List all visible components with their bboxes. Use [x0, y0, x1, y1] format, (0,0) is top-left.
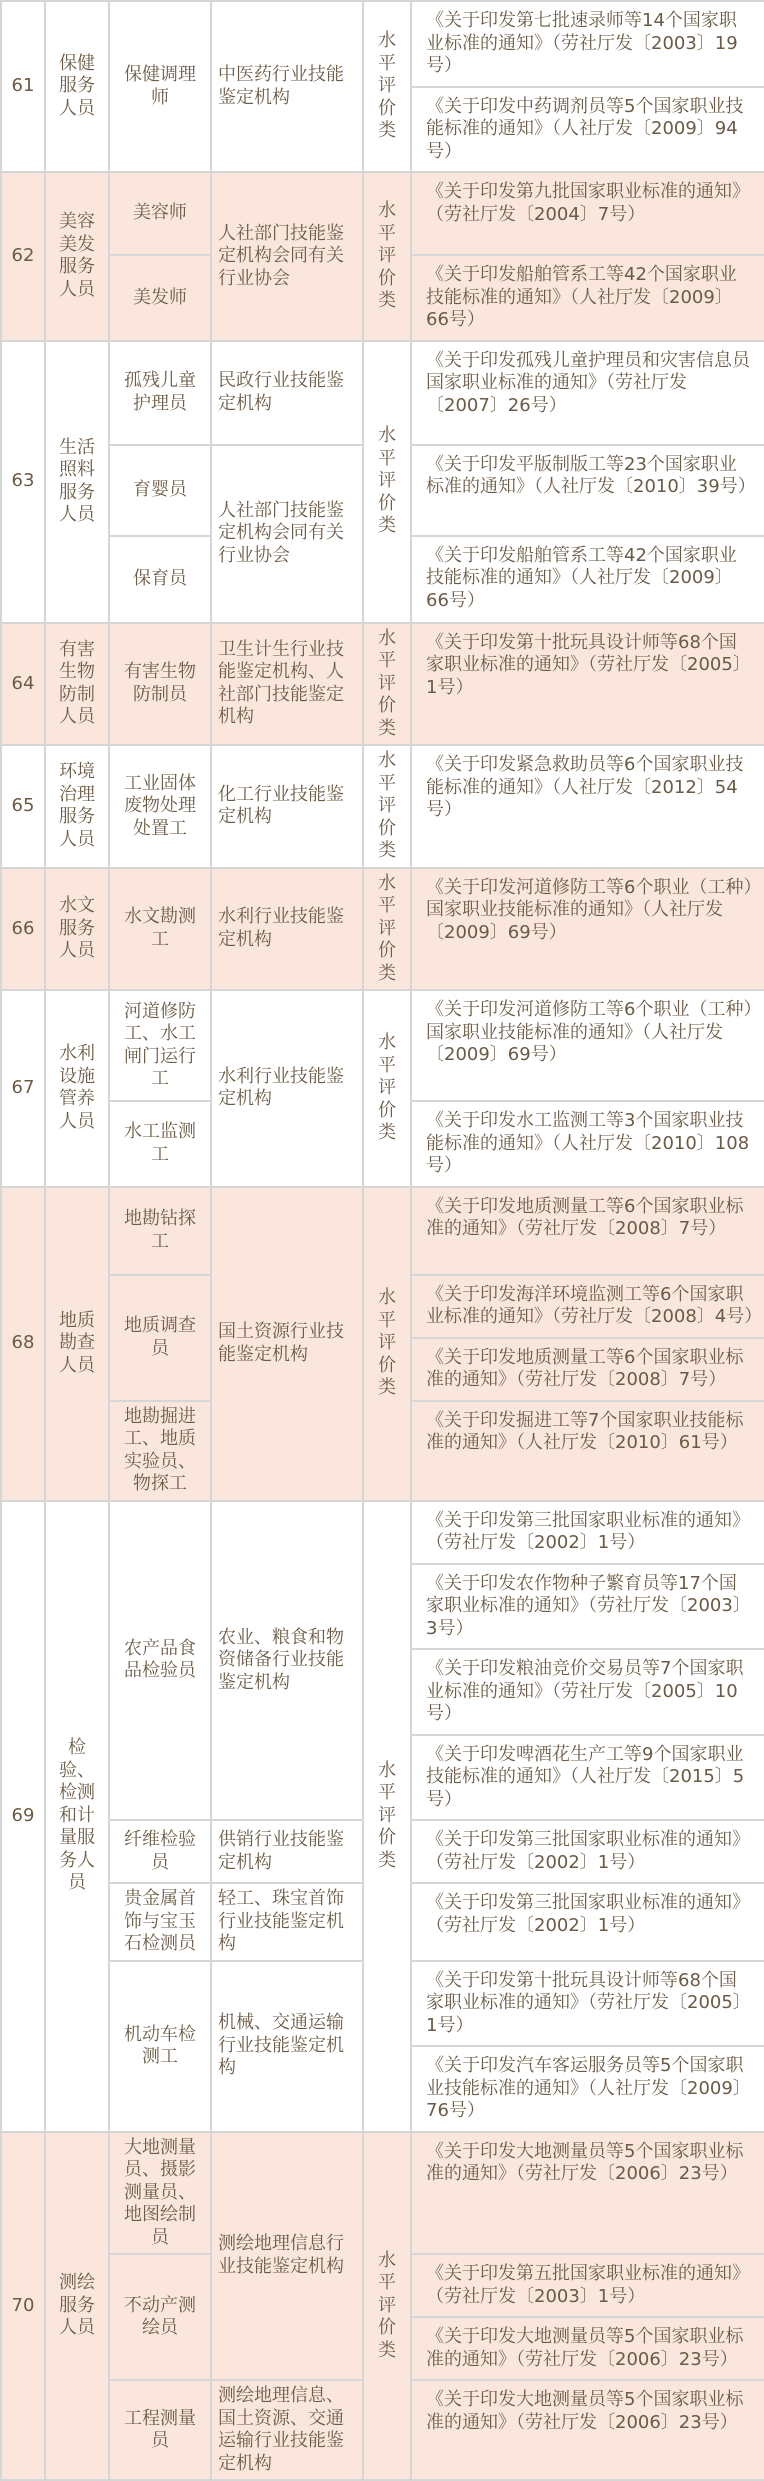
- occupation-cell: 纤维检验员: [109, 1820, 211, 1883]
- standard-document: 《关于印发农作物种子繁育员等17个国家职业标准的通知》（劳社厅发〔2003〕3号）: [412, 1563, 764, 1649]
- occupation-cell: 孤残儿童护理员: [109, 341, 211, 445]
- occupation-cell: 水工监测工: [109, 1101, 211, 1187]
- category-cell: 环境治理服务人员: [45, 745, 109, 868]
- authority-cell: 测绘地理信息行业技能鉴定机构: [211, 2132, 363, 2381]
- standard-document: 《关于印发地质测量工等6个国家职业标准的通知》（劳社厅发〔2008〕7号）: [412, 1337, 764, 1400]
- standard-document: 《关于印发孤残儿童护理员和灾害信息员国家职业标准的通知》（劳社厅发〔2007〕26号）: [426, 349, 750, 416]
- table-row: [1, 623, 764, 746]
- standard-document-cell: [411, 445, 764, 536]
- authority-cell: 农业、粮食和物资储备行业技能鉴定机构: [211, 1501, 363, 1821]
- standard-document: 《关于印发第三批国家职业标准的通知》（劳社厅发〔2002〕1号）: [426, 1829, 750, 1873]
- authority-cell: 轻工、珠宝首饰行业技能鉴定机构: [211, 1883, 363, 1961]
- standard-document-cell: [411, 1883, 764, 1961]
- standard-document: 《关于印发船舶管系工等42个国家职业技能标准的通知》（人社厅发〔2009〕66号）: [426, 544, 737, 611]
- standard-document: 《关于印发船舶管系工等42个国家职业技能标准的通知》（人社厅发〔2009〕66号）: [426, 264, 737, 330]
- category-cell: 测绘服务人员: [45, 2132, 109, 2481]
- standard-document: 《关于印发第三批国家职业标准的通知》（劳社厅发〔2002〕1号）: [426, 1892, 750, 1936]
- standard-document-cell: [411, 1501, 764, 1821]
- occupation-cell: 水文勘测工: [109, 868, 211, 991]
- standard-document: 《关于印发啤酒花生产工等9个国家职业技能标准的通知》（人社厅发〔2015〕5号）: [412, 1734, 764, 1820]
- row-number: 61: [1, 1, 45, 172]
- authority-cell: 化工行业技能鉴定机构: [211, 745, 363, 868]
- standard-document: 《关于印发河道修防工等6个职业（工种）国家职业技能标准的通知》（人社厅发〔2009〕69号）: [426, 876, 753, 943]
- standard-document-cell: [411, 745, 764, 868]
- table-row: [1, 172, 764, 255]
- occupation-cell: 育婴员: [109, 445, 211, 536]
- standard-document: 《关于印发第十批玩具设计师等68个国家职业标准的通知》（劳社厅发〔2005〕1号）: [426, 631, 751, 698]
- standard-document-cell: [411, 1275, 764, 1401]
- standard-document-cell: [411, 2380, 764, 2480]
- standard-document-cell: [411, 1961, 764, 2132]
- standard-document-cell: [411, 868, 764, 991]
- occupation-cell: 贵金属首饰与宝玉石检测员: [109, 1883, 211, 1961]
- standard-document-cell: [411, 990, 764, 1101]
- evaluation-type-cell: 水平评价类: [363, 868, 411, 991]
- category-cell: 水利设施管养人员: [45, 990, 109, 1187]
- category-cell: 美容美发服务人员: [45, 172, 109, 341]
- table-row: [1, 868, 764, 991]
- evaluation-type-cell: 水平评价类: [363, 1, 411, 172]
- standard-document: 《关于印发第九批国家职业标准的通知》（劳社厅发〔2004〕7号）: [426, 181, 750, 225]
- standard-document-cell: [411, 1401, 764, 1501]
- authority-cell: 水利行业技能鉴定机构: [211, 868, 363, 991]
- standard-document: 《关于印发第五批国家职业标准的通知》（劳社厅发〔2003〕1号）: [426, 2263, 750, 2307]
- evaluation-type-cell: 水平评价类: [363, 341, 411, 623]
- authority-cell: 人社部门技能鉴定机构会同有关行业协会: [211, 445, 363, 623]
- occupation-cell: 地勘掘进工、地质实验员、物探工: [109, 1401, 211, 1501]
- standard-document-cell: [411, 2132, 764, 2255]
- standard-document: 《关于印发第三批国家职业标准的通知》（劳社厅发〔2002〕1号）: [426, 1509, 750, 1553]
- standard-document-cell: [411, 1101, 764, 1187]
- category-cell: 有害生物防制人员: [45, 623, 109, 746]
- standard-document: 《关于印发海洋环境监测工等6个国家职业标准的通知》（劳社厅发〔2008〕4号）: [426, 1283, 763, 1327]
- table-row: [1, 1187, 764, 1275]
- evaluation-type-cell: 水平评价类: [363, 990, 411, 1187]
- standard-document: 《关于印发大地测量员等5个国家职业标准的通知》（劳社厅发〔2006〕23号）: [426, 2140, 744, 2184]
- occupation-cell: 保育员: [109, 536, 211, 623]
- standard-document: 《关于印发河道修防工等6个职业（工种）国家职业技能标准的通知》（人社厅发〔2009〕69号）: [426, 999, 753, 1065]
- row-number: 70: [1, 2132, 45, 2481]
- standard-document: 《关于印发第十批玩具设计师等68个国家职业标准的通知》（劳社厅发〔2005〕1号）: [426, 1969, 751, 2036]
- row-number: 63: [1, 341, 45, 623]
- standard-document-cell: [411, 1, 764, 172]
- row-number: 66: [1, 868, 45, 991]
- standard-document: 《关于印发水工监测工等3个国家职业技能标准的通知》（人社厅发〔2010〕108号）: [426, 1110, 750, 1176]
- occupation-cell: 美发师: [109, 255, 211, 341]
- authority-cell: 国土资源行业技能鉴定机构: [211, 1187, 363, 1501]
- table-row: [1, 1, 764, 172]
- standard-document-cell: [411, 623, 764, 746]
- category-cell: 水文服务人员: [45, 868, 109, 991]
- standard-document: 《关于印发地质测量工等6个国家职业标准的通知》（劳社厅发〔2008〕7号）: [426, 1195, 744, 1239]
- authority-cell: 民政行业技能鉴定机构: [211, 341, 363, 445]
- category-cell: 地质勘查人员: [45, 1187, 109, 1501]
- occupation-cell: 地勘钻探工: [109, 1187, 211, 1275]
- occupation-cell: 保健调理师: [109, 1, 211, 172]
- row-number: 67: [1, 990, 45, 1187]
- standard-document: 《关于印发汽车客运服务员等5个国家职业技能标准的通知》（人社厅发〔2009〕76号）: [412, 2045, 764, 2131]
- occupation-cell: 工业固体废物处理处置工: [109, 745, 211, 868]
- row-number: 65: [1, 745, 45, 868]
- authority-cell: 水利行业技能鉴定机构: [211, 990, 363, 1187]
- standard-document-cell: [411, 2254, 764, 2380]
- category-cell: 保健服务人员: [45, 1, 109, 172]
- standard-document: 《关于印发平版制版工等23个国家职业标准的通知》（人社厅发〔2010〕39号）: [426, 453, 756, 497]
- standard-document-cell: [411, 255, 764, 341]
- standard-document-cell: [411, 1820, 764, 1883]
- category-cell: 检验、检测和计量服务人员: [45, 1501, 109, 2132]
- authority-cell: 人社部门技能鉴定机构会同有关行业协会: [211, 172, 363, 341]
- occupation-cell: 有害生物防制员: [109, 623, 211, 746]
- standard-document: 《关于印发粮油竞价交易员等7个国家职业标准的通知》（劳社厅发〔2005〕10号）: [412, 1648, 764, 1734]
- standard-document-cell: [411, 1187, 764, 1275]
- standard-document: 《关于印发第七批速录师等14个国家职业标准的通知》（劳社厅发〔2003〕19号）: [426, 10, 738, 76]
- standard-document: 《关于印发大地测量员等5个国家职业标准的通知》（劳社厅发〔2006〕23号）: [412, 2316, 764, 2379]
- occupation-cell: 河道修防工、水工闸门运行工: [109, 990, 211, 1101]
- table-row: [1, 990, 764, 1101]
- occupation-cell: 工程测量员: [109, 2380, 211, 2480]
- evaluation-type-cell: 水平评价类: [363, 1187, 411, 1501]
- table-row: [1, 2132, 764, 2255]
- authority-cell: 卫生计生行业技能鉴定机构、人社部门技能鉴定机构: [211, 623, 363, 746]
- occupation-cell: 机动车检测工: [109, 1961, 211, 2132]
- evaluation-type-cell: 水平评价类: [363, 745, 411, 868]
- row-number: 68: [1, 1187, 45, 1501]
- standard-document: 《关于印发中药调剂员等5个国家职业技能标准的通知》（人社厅发〔2009〕94号）: [412, 86, 764, 172]
- evaluation-type-cell: 水平评价类: [363, 172, 411, 341]
- standard-document: 《关于印发大地测量员等5个国家职业标准的通知》（劳社厅发〔2006〕23号）: [426, 2389, 744, 2433]
- standard-document-cell: [411, 341, 764, 445]
- table-row: [1, 745, 764, 868]
- table-row: [1, 341, 764, 445]
- occupation-cell: 不动产测绘员: [109, 2254, 211, 2380]
- row-number: 62: [1, 172, 45, 341]
- authority-cell: 测绘地理信息、国土资源、交通运输行业技能鉴定机构: [211, 2380, 363, 2480]
- standard-document-cell: [411, 172, 764, 255]
- occupation-cell: 农产品食品检验员: [109, 1501, 211, 1821]
- category-cell: 生活照料服务人员: [45, 341, 109, 623]
- standard-document: 《关于印发紧急救助员等6个国家职业技能标准的通知》（人社厅发〔2012〕54号）: [426, 754, 744, 820]
- row-number: 64: [1, 623, 45, 746]
- occupation-cell: 大地测量员、摄影测量员、地图绘制员: [109, 2132, 211, 2255]
- evaluation-type-cell: 水平评价类: [363, 1501, 411, 2132]
- evaluation-type-cell: 水平评价类: [363, 623, 411, 746]
- authority-cell: 中医药行业技能鉴定机构: [211, 1, 363, 172]
- row-number: 69: [1, 1501, 45, 2132]
- table-row: [1, 1501, 764, 1821]
- authority-cell: 供销行业技能鉴定机构: [211, 1820, 363, 1883]
- occupation-cell: 地质调查员: [109, 1275, 211, 1401]
- standard-document: 《关于印发掘进工等7个国家职业技能标准的通知》（人社厅发〔2010〕61号）: [426, 1409, 744, 1453]
- evaluation-type-cell: 水平评价类: [363, 2132, 411, 2481]
- occupation-cell: 美容师: [109, 172, 211, 255]
- authority-cell: 机械、交通运输行业技能鉴定机构: [211, 1961, 363, 2132]
- standard-document-cell: [411, 536, 764, 623]
